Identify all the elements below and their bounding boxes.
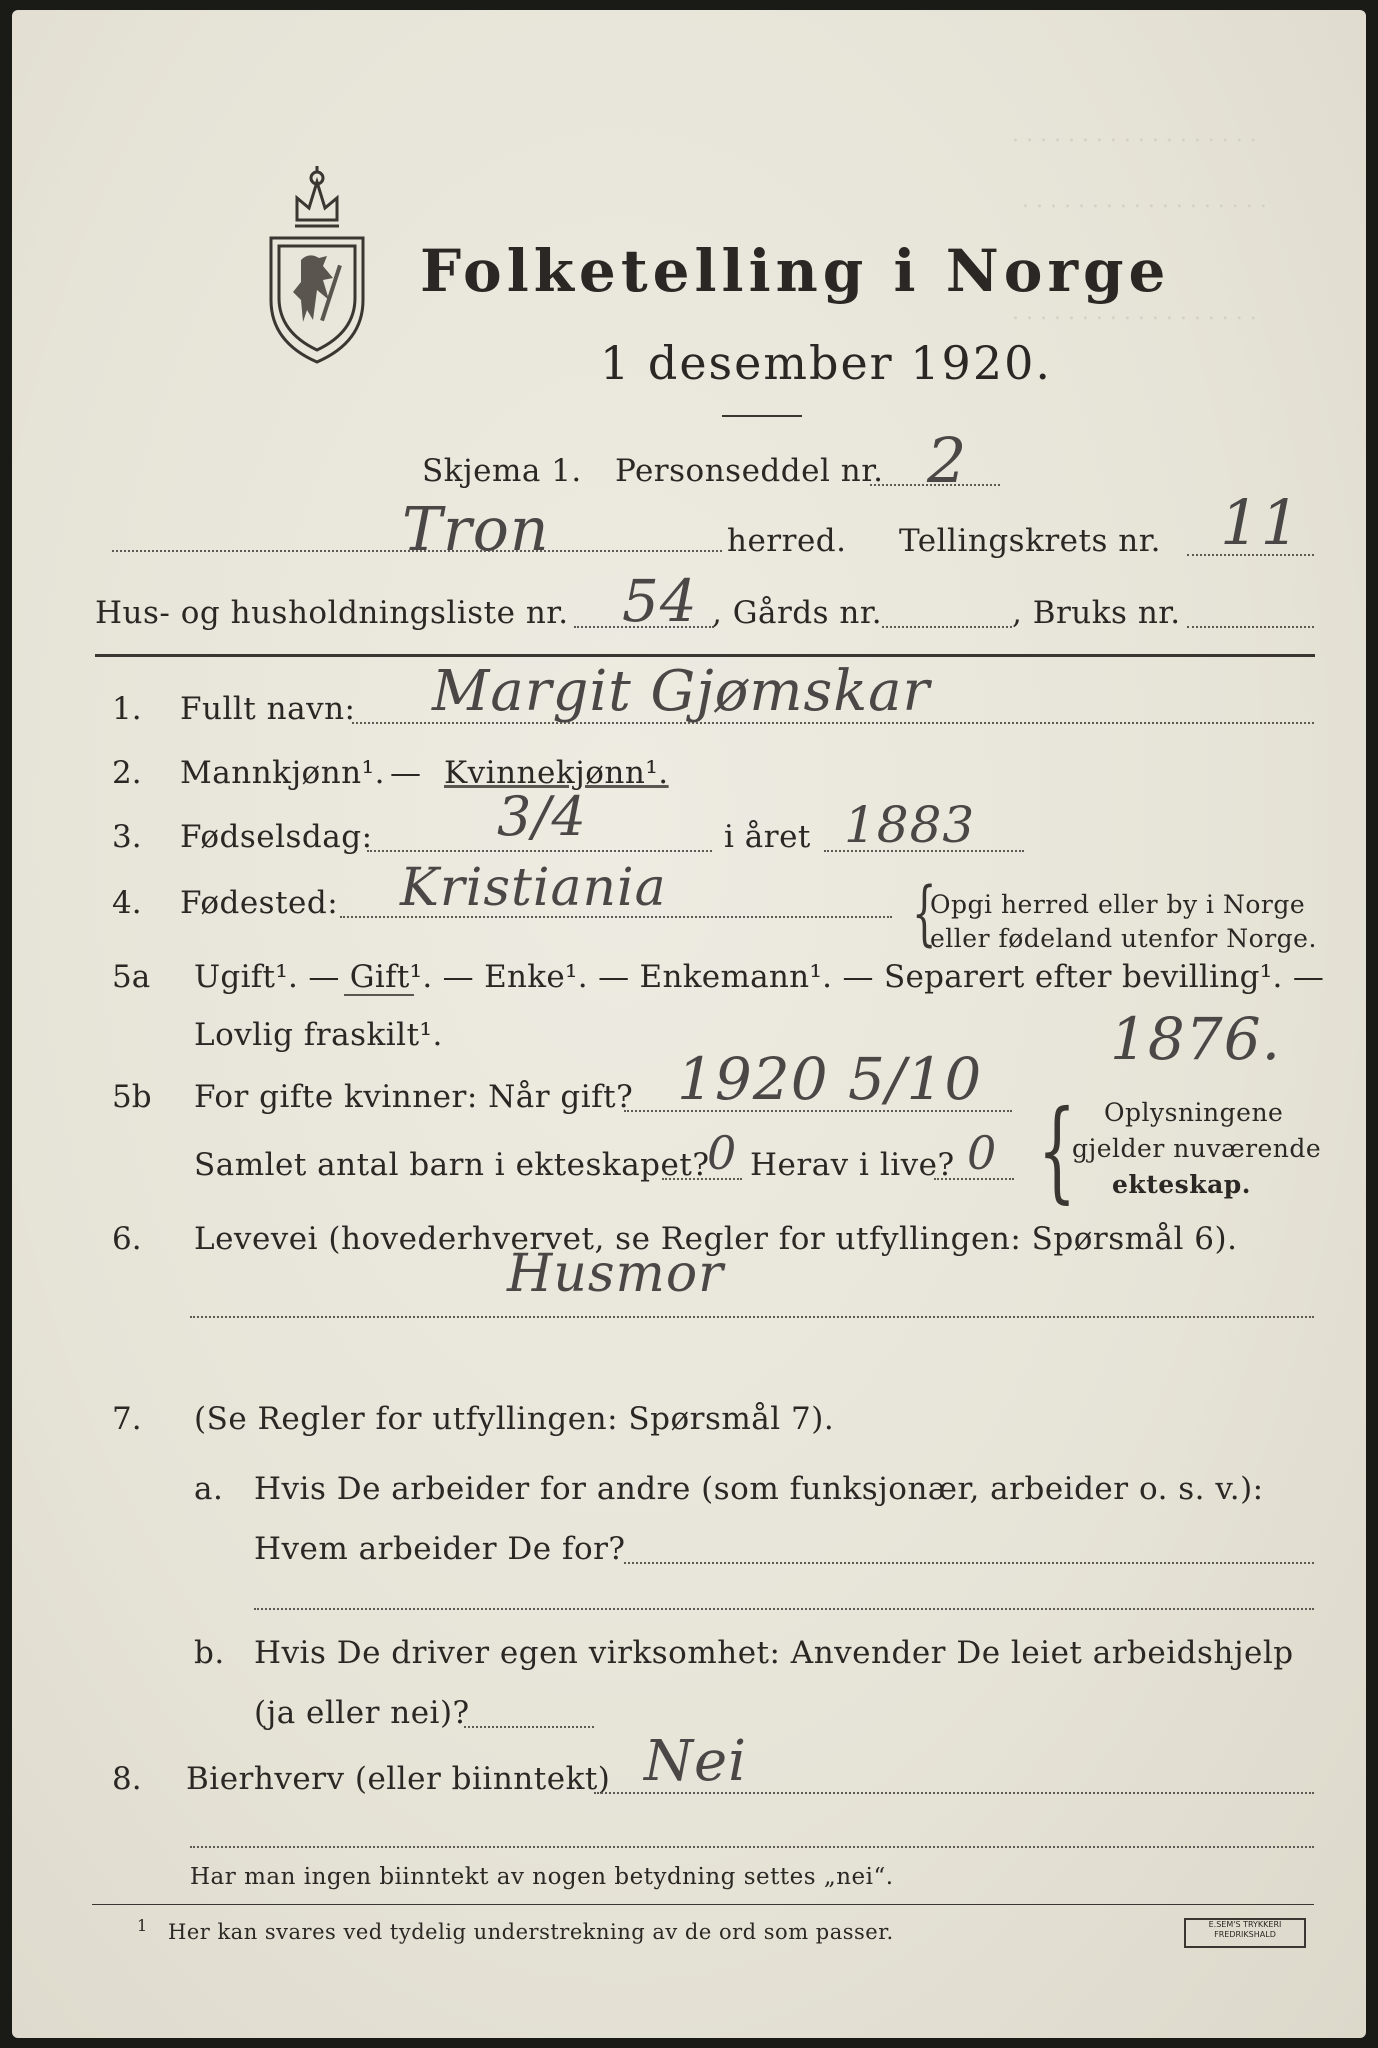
q8-value: Nei	[644, 1729, 748, 1794]
footer-note: Har man ingen biinntekt av nogen betydning settes „nei“.	[190, 1864, 894, 1890]
q2-number: 2.	[112, 755, 142, 791]
header-divider	[95, 654, 1315, 657]
bruks-label: , Bruks nr.	[1012, 595, 1181, 631]
q4-note-line2: eller fødeland utenfor Norge.	[930, 924, 1317, 953]
q5b-married-value: 1920 5/10	[677, 1045, 983, 1113]
skjema-label: Skjema 1.	[422, 453, 582, 489]
gift-underline	[344, 994, 414, 996]
q4-note-line1: Opgi herred eller by i Norge	[930, 890, 1306, 919]
q6-value: Husmor	[507, 1244, 724, 1304]
q7-label: (Se Regler for utfyllingen: Spørsmål 7).	[194, 1401, 835, 1437]
q5b-children-value: 0	[707, 1126, 738, 1180]
hus-label: Hus- og husholdningsliste nr.	[95, 595, 569, 631]
q2-female-label: Kvinnekjønn¹.	[444, 755, 669, 791]
q7a-line	[624, 1562, 1314, 1564]
q5b-children-label: Samlet antal barn i ekteskapet?	[194, 1147, 710, 1183]
q5a-line2: Lovlig fraskilt¹.	[194, 1017, 443, 1053]
q8-number: 8.	[112, 1761, 142, 1797]
title-divider	[722, 415, 802, 417]
q3-year-value: 1883	[844, 796, 976, 854]
q7b-line	[464, 1726, 594, 1728]
q8-extra-line	[190, 1846, 1314, 1848]
q5b-number: 5b	[112, 1079, 152, 1115]
bleed-through-text: . . . . . . . . . . . . . . . . . .	[1012, 122, 1257, 147]
q8-label: Bierhverv (eller biinntekt)	[186, 1761, 611, 1797]
coat-of-arms-icon	[257, 160, 377, 370]
q6-number: 6.	[112, 1221, 142, 1257]
q4-note-brace: {	[912, 872, 937, 954]
q7a-line1: Hvis De arbeider for andre (som funksjonær, arbeider o. s. v.):	[254, 1471, 1264, 1507]
footnote-text: Her kan svares ved tydelig understrekning av de ord som passer.	[168, 1920, 894, 1944]
census-form	[12, 10, 1366, 2038]
q5b-note-line1: Oplysningene	[1104, 1098, 1284, 1127]
q6-line	[190, 1316, 1314, 1318]
footnote-mark: 1	[137, 1916, 148, 1935]
tellingskrets-label: Tellingskrets nr.	[899, 523, 1161, 559]
q3-line	[367, 850, 712, 852]
tellingskrets-value: 11	[1220, 486, 1301, 559]
q6-label: Levevei (hovederhvervet, se Regler for utfyllingen: Spørsmål 6).	[194, 1221, 1238, 1257]
q7a-line2: Hvem arbeider De for?	[254, 1531, 626, 1567]
q5b-note-line3: ekteskap.	[1112, 1170, 1251, 1199]
printer-stamp	[1184, 1918, 1306, 1948]
q7-number: 7.	[112, 1401, 142, 1437]
printer-stamp-text: E.SEM'S TRYKKERI FREDRIKSHALD	[1208, 1920, 1282, 1939]
bleed-through-text: . . . . . . . . . . . . . . . . . .	[1012, 300, 1257, 325]
bruks-line	[1187, 626, 1314, 628]
q3-value: 3/4	[497, 785, 587, 848]
hus-value: 54	[622, 567, 698, 635]
q4-number: 4.	[112, 885, 142, 921]
q7a-letter: a.	[194, 1471, 224, 1507]
q2-male-label: Mannkjønn¹.	[180, 755, 385, 791]
q2-separator: —	[390, 755, 422, 791]
q3-year-label: i året	[724, 819, 811, 855]
form-title: Folketelling i Norge	[420, 237, 1171, 305]
q3-label: Fødselsdag:	[180, 819, 373, 855]
q3-number: 3.	[112, 819, 142, 855]
personseddel-value: 2	[927, 424, 968, 497]
q1-number: 1.	[112, 691, 142, 727]
q1-label: Fullt navn:	[180, 691, 356, 727]
q7a-extra-line	[254, 1608, 1314, 1610]
q5b-note-line2: gjelder nuværende	[1072, 1134, 1322, 1163]
q5a-line1: Ugift¹. — Gift¹. — Enke¹. — Enkemann¹. — Separert efter bevilling¹. —	[194, 959, 1325, 995]
form-date: 1 desember 1920.	[600, 336, 1052, 390]
q7b-letter: b.	[194, 1635, 225, 1671]
gaards-label: , Gårds nr.	[712, 595, 883, 631]
q5a-margin-value: 1876.	[1110, 1005, 1282, 1073]
footer-rule	[92, 1904, 1314, 1905]
q7b-line2: (ja eller nei)?	[254, 1695, 470, 1731]
q5b-married-label: For gifte kvinner: Når gift?	[194, 1079, 634, 1115]
q5a-number: 5a	[112, 959, 151, 995]
herred-value: Tron	[402, 495, 550, 565]
bleed-through-text: . . . . . . . . . . . . . . . . . .	[1022, 188, 1267, 213]
personseddel-label: Personseddel nr.	[615, 453, 884, 489]
q5b-alive-value: 0	[967, 1126, 998, 1180]
q1-value: Margit Gjømskar	[432, 659, 931, 724]
q4-label: Fødested:	[180, 885, 339, 921]
q5b-alive-label: Herav i live?	[750, 1147, 955, 1183]
herred-label: herred.	[727, 523, 847, 559]
gaards-line	[882, 626, 1012, 628]
q5b-note-brace: {	[1037, 1086, 1077, 1214]
q4-value: Kristiania	[400, 858, 667, 918]
q7b-line1: Hvis De driver egen virksomhet: Anvender De leiet arbeidshjelp	[254, 1635, 1294, 1671]
